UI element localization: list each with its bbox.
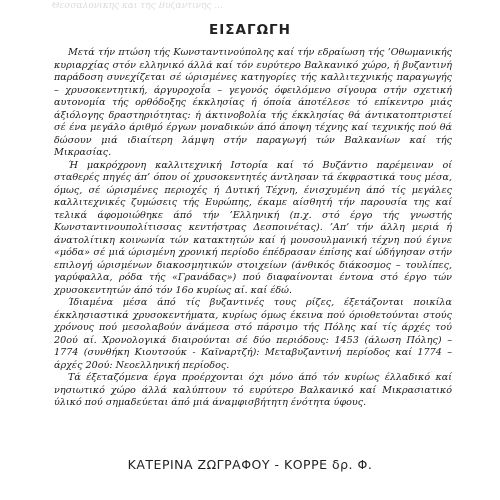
body-text bbox=[54, 47, 452, 410]
paragraph-2: Ή μακρόχρονη καλλιτεχνική Ιστορία καί τό Βυζάντιο παρέμειναν οί σταθερές πηγές άπ’ όπου οί χρυσοκεντητές άντλησαν τά έκφραστικά τους μέσα, όμως, σέ ώρισμένες περιοχές ή Δυτική Τέχνη, ένισχυμένη άπό τίς μεγάλες καλλιτεχνικές ζυμώσεις τής Ευρώπης, έκαμε αίσθητή τήν παρουσία της καί τελικά άφομοιώθηκε άπό τήν ’Ελληνική (π.χ. στό έργο τής γνωστής Κωνσταντινουπολίτισσας κεντήστρας Δεσποινέτας). ’Απ’ τήν άλλη μεριά ή άνατολίτικη κοινωνία τών κατακτητών καί ή μουσουλμανική τέχνη πού έγινε «μόδα» σέ μιά ώρισμένη χρονική περίοδο έπέδρασαν έπίσης καί ώδήγησαν στήν επιλογή ώρισμένων διακοσμητικών στοιχείων (άνθικός διάκοσμος – τουλίπες, γαρύφαλλα, ρόδα τής «Γρανάδας») πού διαφαίνονται έντονα στό έργο τών χρυσοκεντητών άπό τόν 16ο κυρίως αί. καί έδώ. bbox=[54, 159, 452, 296]
page-title: ΕΙΣΑΓΩΓΗ bbox=[209, 22, 291, 38]
paragraph-4: Τά έξεταζόμενα έργα προέρχονται όχι μόνο άπό τόν κυρίως έλλαδικό καί νησιωτικό χώρο άλλά καλύπτουν τό ευρύτερο Βαλκανικό καί Μικρασιατικό ύλικό πού σημαδεύεται άπό μιά άναμφισβήτητη ένότητα ύφους. bbox=[54, 372, 452, 408]
paragraph-3: Ίδιαμένα μέσα άπό τίς βυζαντινές τους ρίζες, έξετάζονται ποικίλα έκκλησιαστικά χρυσοκεντήματα, κυρίως όμως έκεινα πού όριοθετούνται στούς χρόνους πού μεσολαβούν άνάμεσα στό πάρσιμο τής Πόλης καί τίς άρχές τού 20ού αί. Χρονολογικά διαιρούνται σέ δύο περιόδους: 1453 (άλωση Πόλης) – 1774 (συνθήκη Κιουτσούκ - Καϊναρτζή): Μεταβυζαντινή περίοδος καί 1774 – άρχές 20ού: Νεοελληνική περίοδος. bbox=[54, 297, 452, 371]
bleed-through-text: Θεσσαλονίκης καί τής Βυζαντινής ... bbox=[52, 2, 223, 11]
author-signature: ΚΑΤΕΡΙΝΑ ΖΩΓΡΑΦΟΥ - ΚΟΡΡΕ δρ. Φ. bbox=[127, 457, 373, 472]
paragraph-1: Μετά τήν πτώση τής Κωνσταντινούπολης καί τήν εδραίωση τής ’Οθωμανικής κυριαρχίας στόν ελληνικό άλλά καί τόν ευρύτερο Βαλκανικό χώρο, ή βυζαντινή παράδοση συνεχίζεται σέ ώρισμένες κατηγορίες τής καλλιτεχνικής παραγωγής – χρυσοκεντητική, άργυροχοΐα – γεγονός όφειλόμενο σίγουρα στήν σχετική αυτονομία τής ορθόδοξης έκκλησίας ή όποία άποτέλεσε τό επίκεντρο μιάς άξιόλογης δραστηριότητας: ή άκτινοβολία τής έκκλησίας θά άντικατοπτριστεί σέ ένα μεγάλο άριθμό έργων μοναδικών άπό άποψη τέχνης καί τεχνικής πού θά δώσουν μιά ιδιαίτερη λάμψη στήν παραγωγή τών Βαλκανίων καί τής Μικρασίας. bbox=[54, 47, 452, 158]
